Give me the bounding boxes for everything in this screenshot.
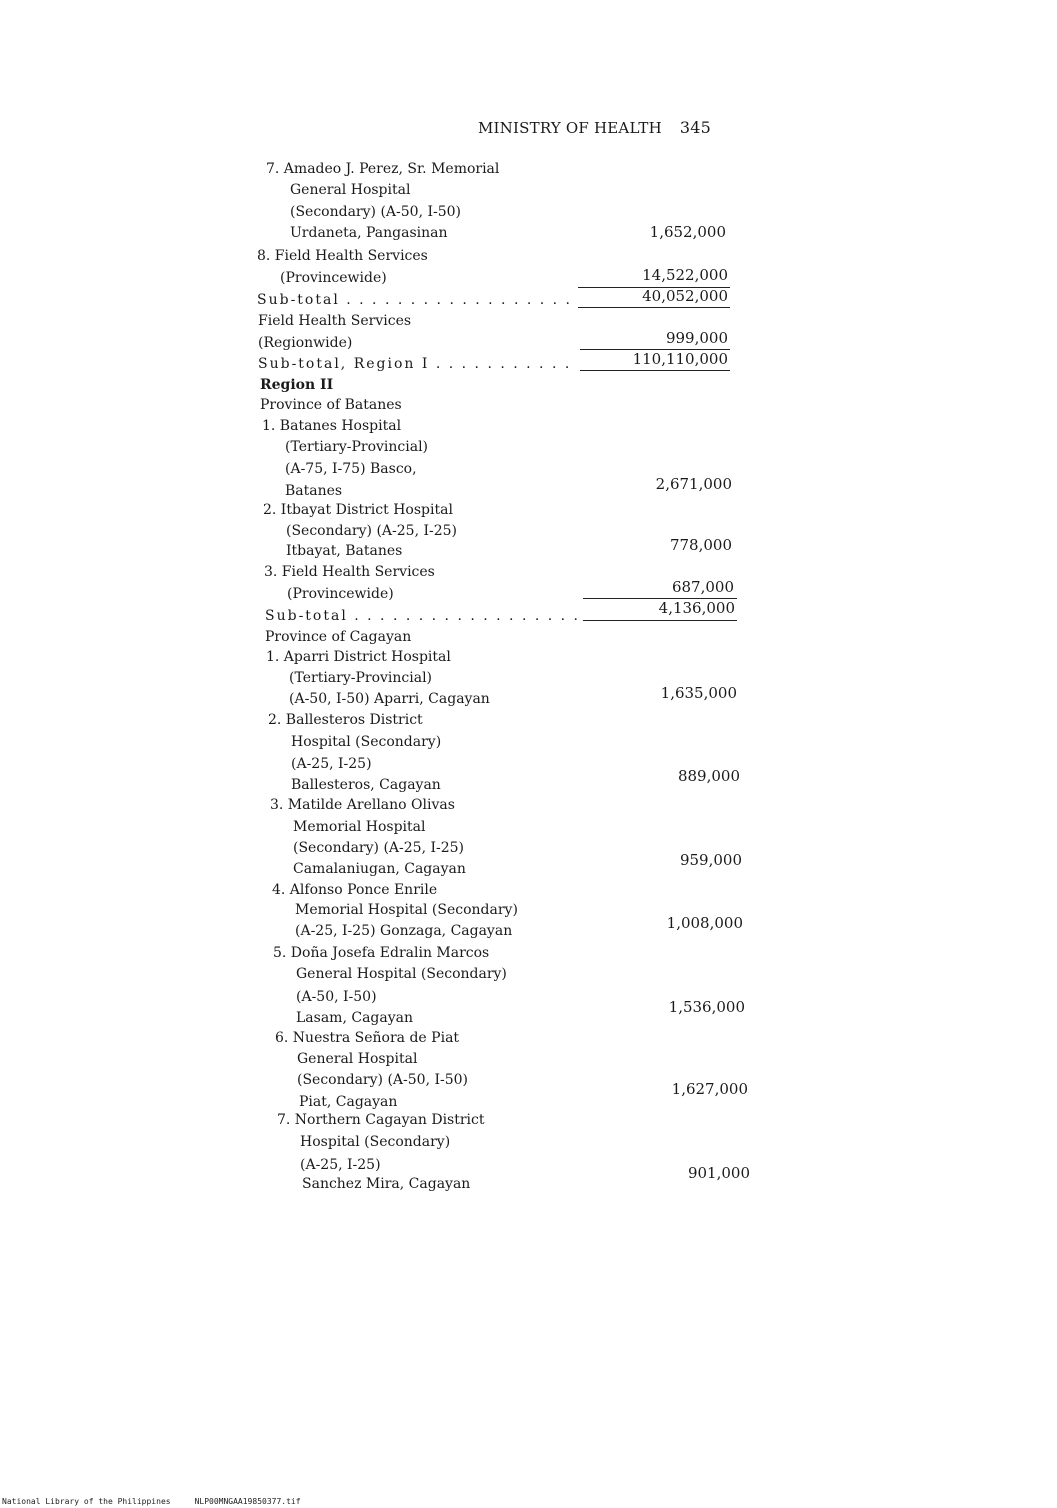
item-line: Batanes bbox=[285, 483, 343, 499]
library-credit: National Library of the Philippines bbox=[2, 1497, 171, 1506]
item-line: (A-25, I-25) bbox=[300, 1157, 381, 1173]
page-number: 345 bbox=[679, 118, 712, 137]
item-line: (Tertiary-Provincial) bbox=[289, 670, 433, 686]
item-line: 5. Doña Josefa Edralin Marcos bbox=[273, 945, 490, 961]
item-line: (Secondary) (A-25, I-25) bbox=[293, 840, 465, 856]
amount: 1,635,000 bbox=[660, 684, 737, 702]
amount: 1,008,000 bbox=[666, 914, 743, 932]
item-line: (Provincewide) bbox=[287, 586, 394, 602]
header-title: MINISTRY OF HEALTH bbox=[478, 119, 662, 137]
item-line: Lasam, Cagayan bbox=[296, 1010, 413, 1026]
subtotal-label: Sub-total . . . . . . . . . . . . . . . . . . bbox=[257, 292, 573, 308]
subtotal-rule bbox=[583, 620, 737, 621]
item-line: (A-25, I-25) Gonzaga, Cagayan bbox=[295, 923, 513, 939]
amount: 1,536,000 bbox=[668, 998, 745, 1016]
item-line: (A-50, I-50) Aparri, Cagayan bbox=[289, 691, 490, 707]
subtotal-label: Sub-total . . . . . . . . . . . . . . . . . . bbox=[265, 608, 581, 624]
item-line: (Secondary) (A-50, I-50) bbox=[297, 1072, 469, 1088]
item-line: 6. Nuestra Señora de Piat bbox=[275, 1030, 460, 1046]
item-line: General Hospital bbox=[297, 1051, 418, 1067]
scan-footer bbox=[2, 1497, 325, 1506]
section-heading: Province of Batanes bbox=[260, 397, 402, 413]
item-line: 3. Matilde Arellano Olivas bbox=[270, 797, 455, 813]
item-line: General Hospital bbox=[290, 182, 411, 198]
item-line: (Tertiary-Provincial) bbox=[285, 439, 429, 455]
section-heading: Region II bbox=[260, 377, 334, 393]
item-line: Sanchez Mira, Cagayan bbox=[302, 1176, 471, 1192]
item-line: Field Health Services bbox=[258, 313, 412, 329]
page-header bbox=[478, 118, 711, 137]
subtotal-rule bbox=[578, 307, 730, 308]
item-line: (A-75, I-75) Basco, bbox=[285, 461, 417, 477]
item-line: 2. Itbayat District Hospital bbox=[263, 502, 453, 518]
item-line: (Provincewide) bbox=[280, 270, 387, 286]
amount: 889,000 bbox=[677, 767, 740, 785]
amount: 901,000 bbox=[687, 1164, 750, 1182]
amount: 778,000 bbox=[669, 536, 732, 554]
subtotal-label: Sub-total, Region I . . . . . . . . . . . bbox=[258, 356, 572, 372]
item-line: Memorial Hospital (Secondary) bbox=[295, 902, 518, 918]
item-line: 8. Field Health Services bbox=[257, 248, 428, 264]
item-line: Itbayat, Batanes bbox=[286, 543, 403, 559]
item-line: Piat, Cagayan bbox=[299, 1094, 398, 1110]
item-line: 1. Batanes Hospital bbox=[262, 418, 402, 434]
item-line: Hospital (Secondary) bbox=[300, 1134, 451, 1150]
amount: 2,671,000 bbox=[655, 475, 732, 493]
item-line: 4. Alfonso Ponce Enrile bbox=[272, 882, 438, 898]
item-line: Camalaniugan, Cagayan bbox=[293, 861, 466, 877]
amount: 14,522,000 bbox=[642, 266, 728, 284]
item-line: Memorial Hospital bbox=[293, 819, 426, 835]
item-line: (A-50, I-50) bbox=[296, 989, 377, 1005]
item-line: General Hospital (Secondary) bbox=[296, 966, 507, 982]
item-line: (A-25, I-25) bbox=[291, 756, 372, 772]
item-line: (Regionwide) bbox=[258, 335, 353, 351]
item-line: (Secondary) (A-50, I-50) bbox=[290, 204, 462, 220]
file-name: NLP00MNGAA19850377.tif bbox=[194, 1497, 301, 1506]
item-line: 2. Ballesteros District bbox=[268, 712, 423, 728]
amount: 687,000 bbox=[671, 578, 734, 596]
item-line: 7. Amadeo J. Perez, Sr. Memorial bbox=[266, 161, 500, 177]
amount: 1,627,000 bbox=[671, 1080, 748, 1098]
amount: 959,000 bbox=[679, 851, 742, 869]
item-line: 3. Field Health Services bbox=[264, 564, 435, 580]
item-line: Hospital (Secondary) bbox=[291, 734, 442, 750]
item-line: (Secondary) (A-25, I-25) bbox=[286, 523, 458, 539]
subtotal-amount: 4,136,000 bbox=[658, 599, 735, 617]
subtotal-amount: 40,052,000 bbox=[642, 287, 728, 305]
item-line: 1. Aparri District Hospital bbox=[266, 649, 451, 665]
subtotal-rule bbox=[580, 370, 730, 371]
amount: 999,000 bbox=[665, 329, 728, 347]
item-line: 7. Northern Cagayan District bbox=[277, 1112, 485, 1128]
section-heading: Province of Cagayan bbox=[265, 629, 412, 645]
item-line: Ballesteros, Cagayan bbox=[291, 777, 441, 793]
subtotal-amount: 110,110,000 bbox=[632, 350, 728, 368]
amount: 1,652,000 bbox=[649, 223, 726, 241]
item-line: Urdaneta, Pangasinan bbox=[290, 225, 448, 241]
